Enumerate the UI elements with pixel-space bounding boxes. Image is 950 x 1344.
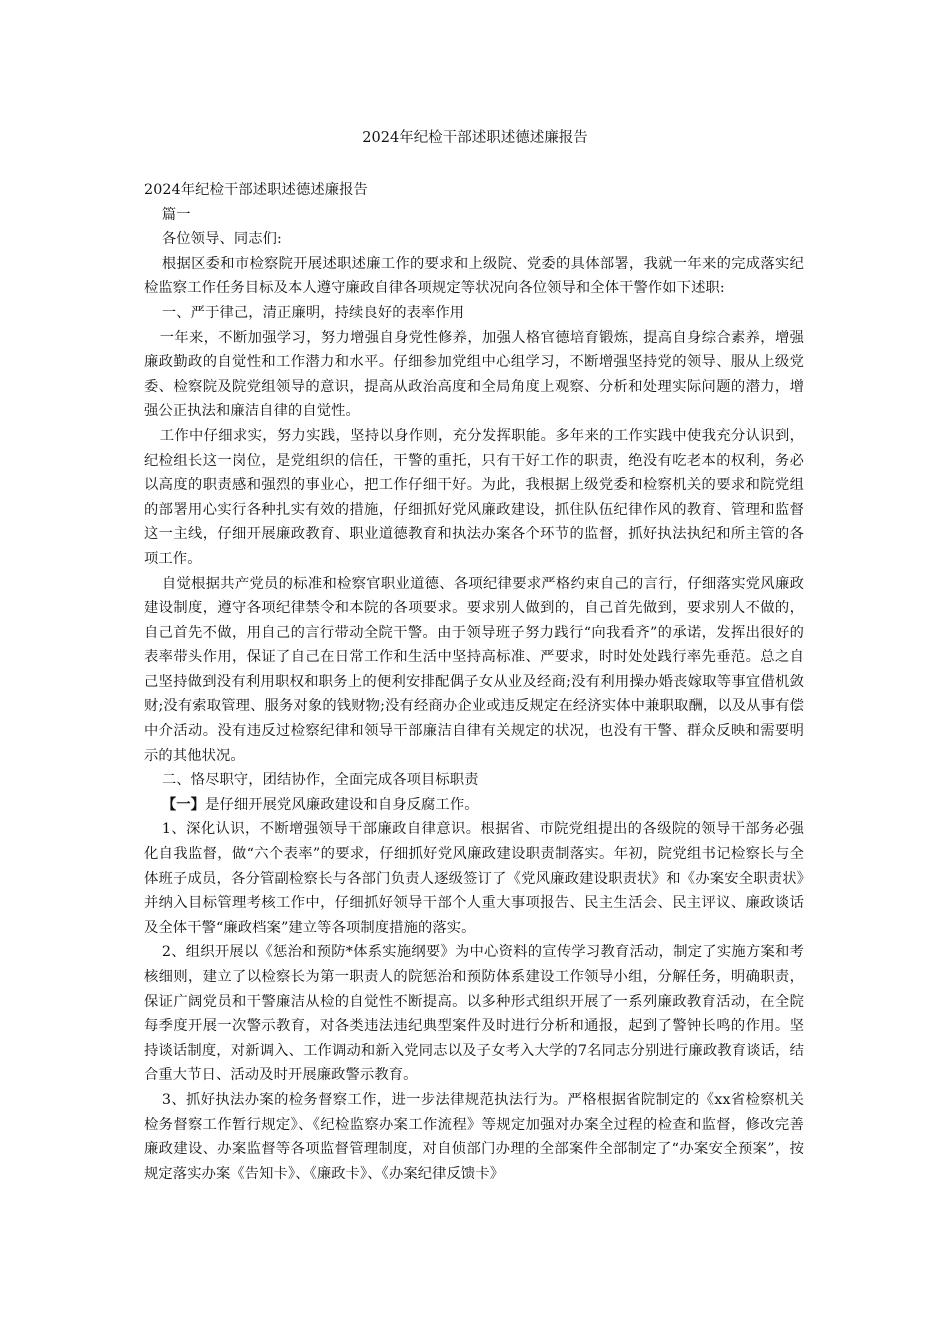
paragraph: 1、深化认识，不断增强领导干部廉政自律意识。根据省、市院党组提出的各级院的领导干部务必强化自我监督，做“六个表率”的要求，仔细抓好党风廉政建设职责制落实。年初，院党组书记检察长与全体班子成员，各分管副检察长与各部门负责人逐级签订了《党风廉政建设职责状》和《办案安全职责状》并纳入目标管理考核工作中，仔细抓好领导干部个人重大事项报告、民主生活会、民主评议、廉政谈话及全体干警“廉政档案”建立等各项制度措施的落实。 xyxy=(144,821,804,936)
document-title: 2024年纪检干部述职述德述廉报告 xyxy=(362,130,588,146)
subsection-heading xyxy=(144,793,804,818)
section-heading: 二、恪尽职守，团结协作，全面完成各项目标职责 xyxy=(161,772,479,789)
document-body xyxy=(144,178,804,1186)
subsection-number: 【一】 xyxy=(161,796,206,813)
paragraph: 2、组织开展以《惩治和预防*体系实施纲要》为中心资料的宣传学习教育活动，制定了实施方案和考核细则，建立了以检察长为第一职责人的院惩治和预防体系建设工作领导小组，分解任务，明确职责，保证广阔党员和干警廉洁从检的自觉性不断提高。以多种形式组织开展了一系列廉政教育活动，在全院每季度开展一次警示教育，对各类违法违纪典型案件及时进行分析和通报，起到了警钟长鸣的作用。坚持谈话制度，对新调入、工作调动和新入党同志以及子女考入大学的7名同志分别进行廉政教育谈话，结合重大节日、活动及时开展廉政警示教育。 xyxy=(144,944,804,1084)
subsection-text: 是仔细开展党风廉政建设和自身反腐工作。 xyxy=(205,796,479,813)
paragraph: 自觉根据共产党员的标准和检察官职业道德、各项纪律要求严格约束自己的言行，仔细落实党风廉政建设制度，遵守各项纪律禁令和本院的各项要求。要求别人做到的，自己首先做到，要求别人不做的，自己首先不做，用自己的言行带动全院干警。由于领导班子努力践行“向我看齐”的承诺，发挥出很好的表率带头作用，保证了自己在日常工作和生活中坚持高标准、严要求，时时处处践行率先垂范。总之自己坚持做到没有利用职权和职务上的便利安排配偶子女从业及经商;没有利用操办婚丧嫁取等事宜借机敛财;没有索取管理、服务对象的钱财物;没有经商办企业或违反规定在经济实体中兼职取酬，以及从事有偿中介活动。没有违反过检察纪律和领导干部廉洁自律有关规定的状况，也没有干警、群众反映和需要明示的其他状况。 xyxy=(144,575,804,764)
paragraph: 3、抓好执法办案的检务督察工作，进一步法律规范执法行为。严格根据省院制定的《xx省检察机关检务督察工作暂行规定》、《纪检监察办案工作流程》等规定加强对办案全过程的检查和监督，修改完善廉政建设、办案监督等各项监督管理制度，对自侦部门办理的全部案件全部制定了“办案安全预案”，按规定落实办案《告知卡》、《廉政卡》、《办案纪律反馈卡》 xyxy=(144,1091,804,1182)
paragraph: 一年来，不断加强学习，努力增强自身党性修养，加强人格官德培育锻炼，提高自身综合素养，增强廉政勤政的自觉性和工作潜力和水平。仔细参加党组中心组学习，不断增强坚持党的领导、服从上级党委、检察院及院党组领导的意识，提高从政治高度和全局角度上观察、分析和处理实际问题的潜力，增强公正执法和廉洁自律的自觉性。 xyxy=(144,329,804,420)
body-heading: 2024年纪检干部述职述德述廉报告 xyxy=(144,182,368,198)
section-label: 篇一 xyxy=(161,206,191,223)
section-heading: 一、严于律己，清正廉明，持续良好的表率作用 xyxy=(161,304,465,321)
salutation: 各位领导、同志们: xyxy=(161,231,282,248)
paragraph: 根据区委和市检察院开展述职述廉工作的要求和上级院、党委的具体部署，我就一年来的完成落实纪检监察工作任务目标及本人遵守廉政自律各项规定等状况向各位领导和全体干警作如下述职: xyxy=(144,255,804,297)
paragraph: 工作中仔细求实，努力实践，坚持以身作则，充分发挥职能。多年来的工作实践中使我充分认识到，纪检组长这一岗位，是党组织的信任，干警的重托，只有干好工作的职责，绝没有吃老本的权利，务必以高度的职责感和强烈的事业心，把工作仔细干好。为此，我根据上级党委和检察机关的要求和院党组的部署用心实行各种扎实有效的措施，仔细抓好党风廉政建设，抓住队伍纪律作风的教育、管理和监督这一主线，仔细开展廉政教育、职业道德教育和执法办案各个环节的监督，抓好执法执纪和所主管的各项工作。 xyxy=(144,427,804,567)
